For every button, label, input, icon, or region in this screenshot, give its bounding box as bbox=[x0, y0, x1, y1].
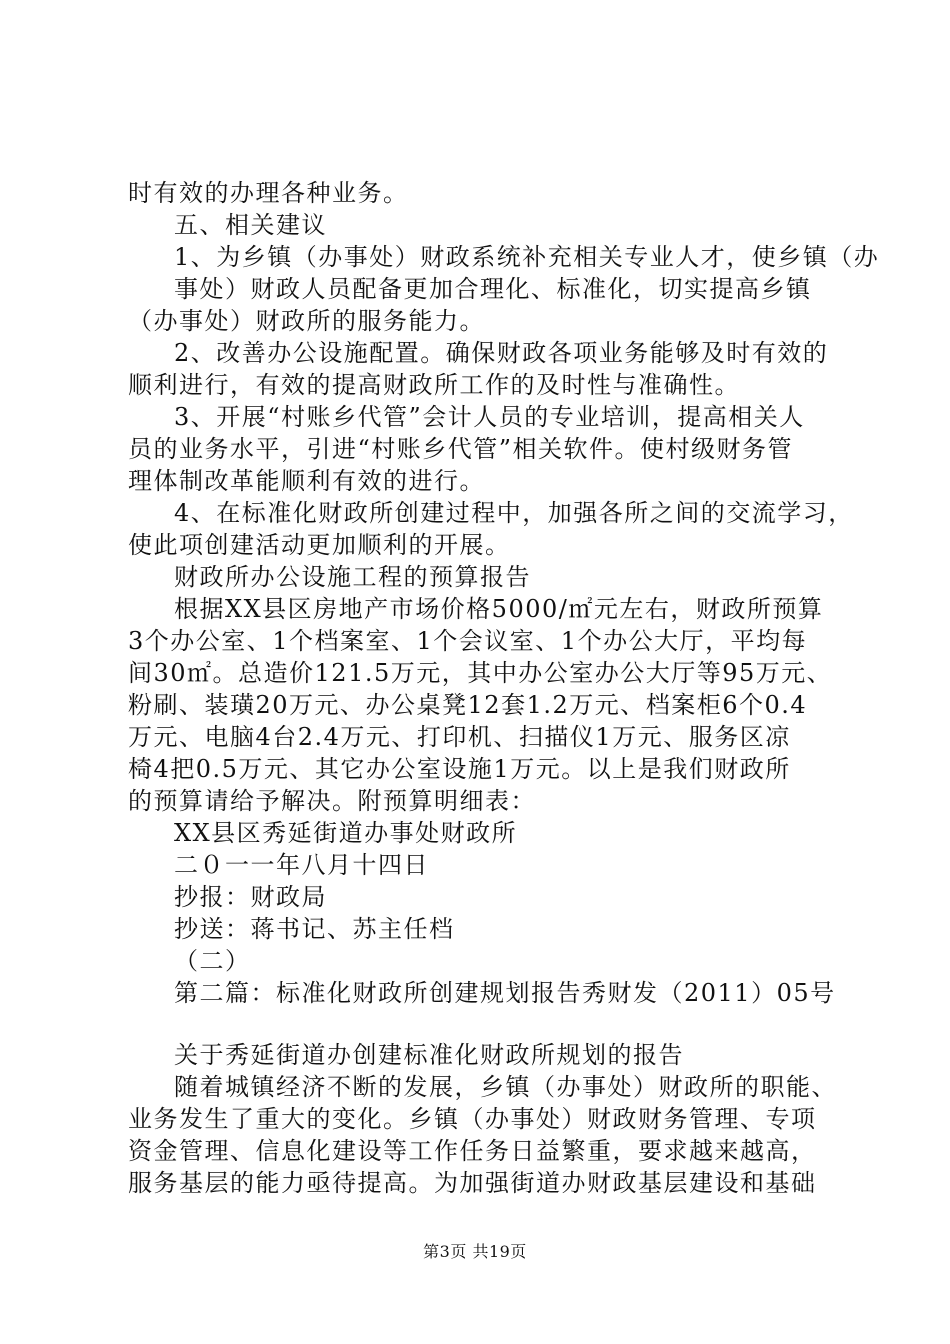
signature-organization: XX县区秀延街道办事处财政所 bbox=[174, 819, 518, 847]
text-line: 椅4把0.5万元、其它办公室设施1万元。以上是我们财政所 bbox=[128, 755, 791, 783]
cc-send: 抄送：蒋书记、苏主任档 bbox=[174, 915, 455, 943]
text-line: 的预算请给予解决。附预算明细表： bbox=[128, 787, 536, 815]
text-line: （办事处）财政所的服务能力。 bbox=[128, 307, 485, 335]
text-line: 理体制改革能顺利有效的进行。 bbox=[128, 467, 485, 495]
text-line: 事处）财政人员配备更加合理化、标准化，切实提高乡镇 bbox=[174, 275, 812, 303]
text-line: 顺利进行，有效的提高财政所工作的及时性与准确性。 bbox=[128, 371, 740, 399]
text-line: 4、在标准化财政所创建过程中，加强各所之间的交流学习， bbox=[174, 499, 854, 527]
text-line: 随着城镇经济不断的发展，乡镇（办事处）财政所的职能、 bbox=[174, 1073, 837, 1101]
chapter-heading: 第二篇：标准化财政所创建规划报告秀财发（2011）05号 bbox=[174, 979, 836, 1007]
text-line: 3个办公室、1个档案室、1个会议室、1个办公大厅，平均每 bbox=[128, 627, 808, 655]
text-line: 时有效的办理各种业务。 bbox=[128, 179, 409, 207]
section-heading: 财政所办公设施工程的预算报告 bbox=[174, 563, 531, 591]
blank-line bbox=[128, 1009, 833, 1039]
text-line: 服务基层的能力亟待提高。为加强街道办财政基层建设和基础 bbox=[128, 1169, 817, 1197]
text-line: 员的业务水平，引进“村账乡代管”相关软件。使村级财务管 bbox=[128, 435, 794, 463]
cc-report: 抄报：财政局 bbox=[174, 883, 327, 911]
text-line: 使此项创建活动更加顺利的开展。 bbox=[128, 531, 511, 559]
text-line: 2、改善办公设施配置。确保财政各项业务能够及时有效的 bbox=[174, 339, 829, 367]
page-footer: 第3页 共19页 bbox=[423, 1242, 527, 1261]
section-heading: 五、相关建议 bbox=[174, 211, 327, 239]
section-number: （二） bbox=[174, 947, 251, 975]
text-line: 万元、电脑4台2.4万元、打印机、扫描仪1万元、服务区凉 bbox=[128, 723, 791, 751]
text-line: 粉刷、装璜20万元、办公桌凳12套1.2万元、档案柜6个0.4 bbox=[128, 691, 808, 719]
text-line: 间30㎡。总造价121.5万元，其中办公室办公大厅等95万元、 bbox=[128, 659, 833, 687]
signature-date: 二０一一年八月十四日 bbox=[174, 851, 429, 879]
text-line: 根据XX县区房地产市场价格5000/㎡元左右，财政所预算 bbox=[174, 595, 824, 623]
text-line: 1、为乡镇（办事处）财政系统补充相关专业人才，使乡镇（办 bbox=[174, 243, 880, 271]
document-body bbox=[128, 177, 880, 1199]
text-line: 业务发生了重大的变化。乡镇（办事处）财政财务管理、专项 bbox=[128, 1105, 817, 1133]
report-title: 关于秀延街道办创建标准化财政所规划的报告 bbox=[174, 1041, 684, 1069]
text-line: 3、开展“村账乡代管”会计人员的专业培训，提高相关人 bbox=[174, 403, 805, 431]
text-line: 资金管理、信息化建设等工作任务日益繁重，要求越来越高， bbox=[128, 1137, 817, 1165]
